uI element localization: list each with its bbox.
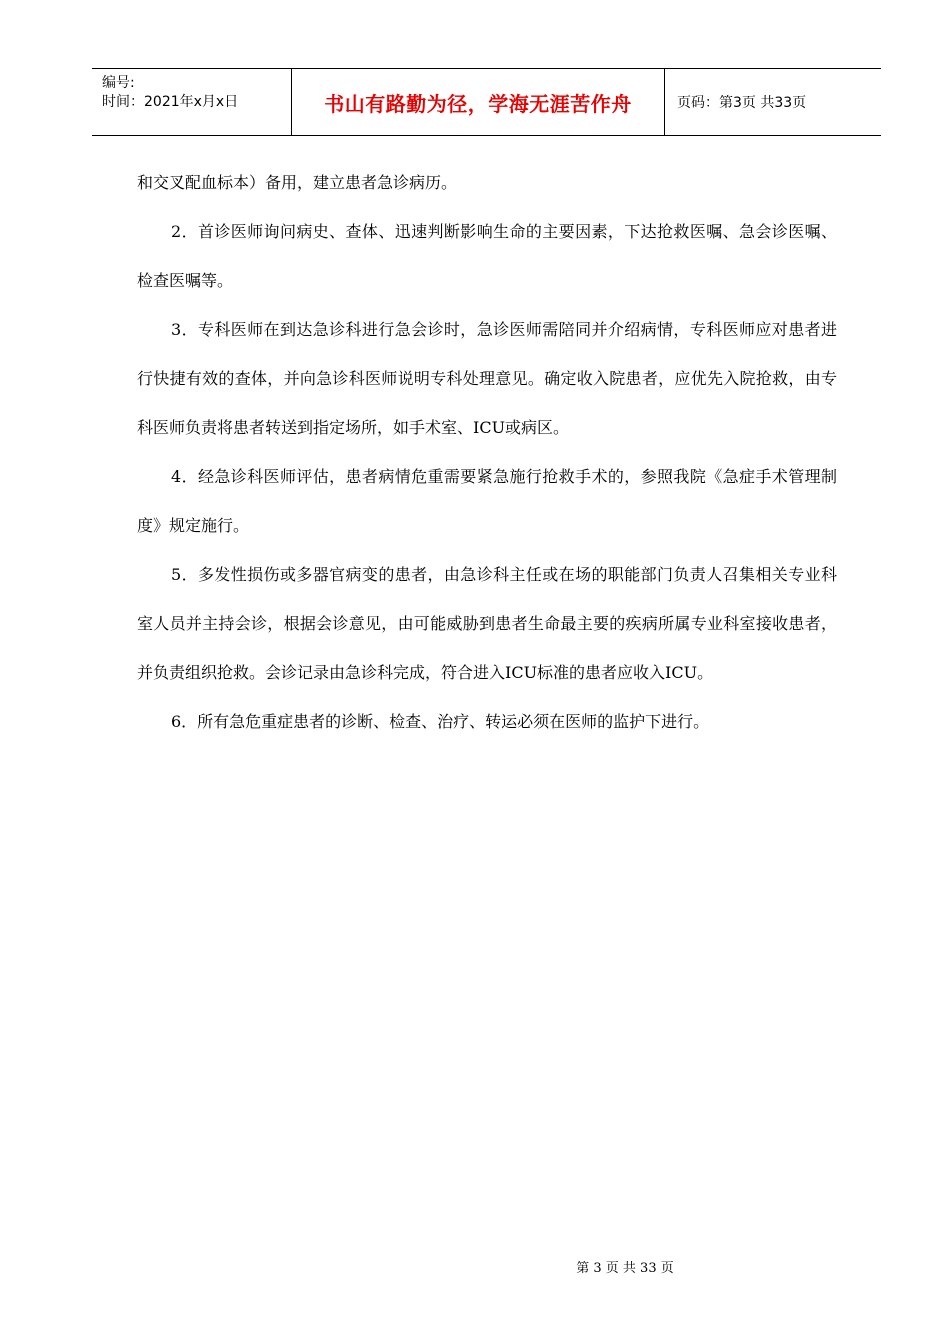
- paragraph-continuation: 和交叉配血标本）备用，建立患者急诊病历。: [137, 173, 458, 192]
- paragraph-item-3: 3．专科医师在到达急诊科进行急会诊时，急诊医师需陪同并介绍病情，专科医师应对患者进行快捷有效的查体，并向急诊科医师说明专科处理意见。确定收入院患者，应优先入院抢救，由专科医师负责将患者转送到指定场所，如手术室、ICU或病区。: [137, 320, 837, 437]
- paragraph-item-4: 4．经急诊科医师评估，患者病情危重需要紧急施行抢救手术的，参照我院《急症手术管理制度》规定施行。: [137, 467, 837, 535]
- header-motto: 书山有路勤为径，学海无涯苦作舟: [292, 69, 665, 135]
- header-meta: [92, 69, 292, 135]
- page-header: [92, 68, 881, 136]
- document-body: [137, 158, 837, 746]
- page-footer: 第 3 页 共 33 页: [576, 1261, 674, 1276]
- paragraph-item-6: 6．所有急危重症患者的诊断、检查、治疗、转运必须在医师的监护下进行。: [171, 712, 710, 731]
- header-page-info: 页码：第3页 共33页: [677, 95, 807, 111]
- document-number-label: 编号:: [102, 75, 135, 91]
- document-time-label: 时间：2021年x月x日: [102, 94, 239, 110]
- paragraph-item-2: 2．首诊医师询问病史、查体、迅速判断影响生命的主要因素，下达抢救医嘱、急会诊医嘱、检查医嘱等。: [137, 222, 837, 290]
- paragraph-item-5: 5．多发性损伤或多器官病变的患者，由急诊科主任或在场的职能部门负责人召集相关专业科室人员并主持会诊，根据会诊意见，由可能威胁到患者生命最主要的疾病所属专业科室接收患者，并负责组织抢救。会诊记录由急诊科完成，符合进入ICU标准的患者应收入ICU。: [137, 565, 837, 682]
